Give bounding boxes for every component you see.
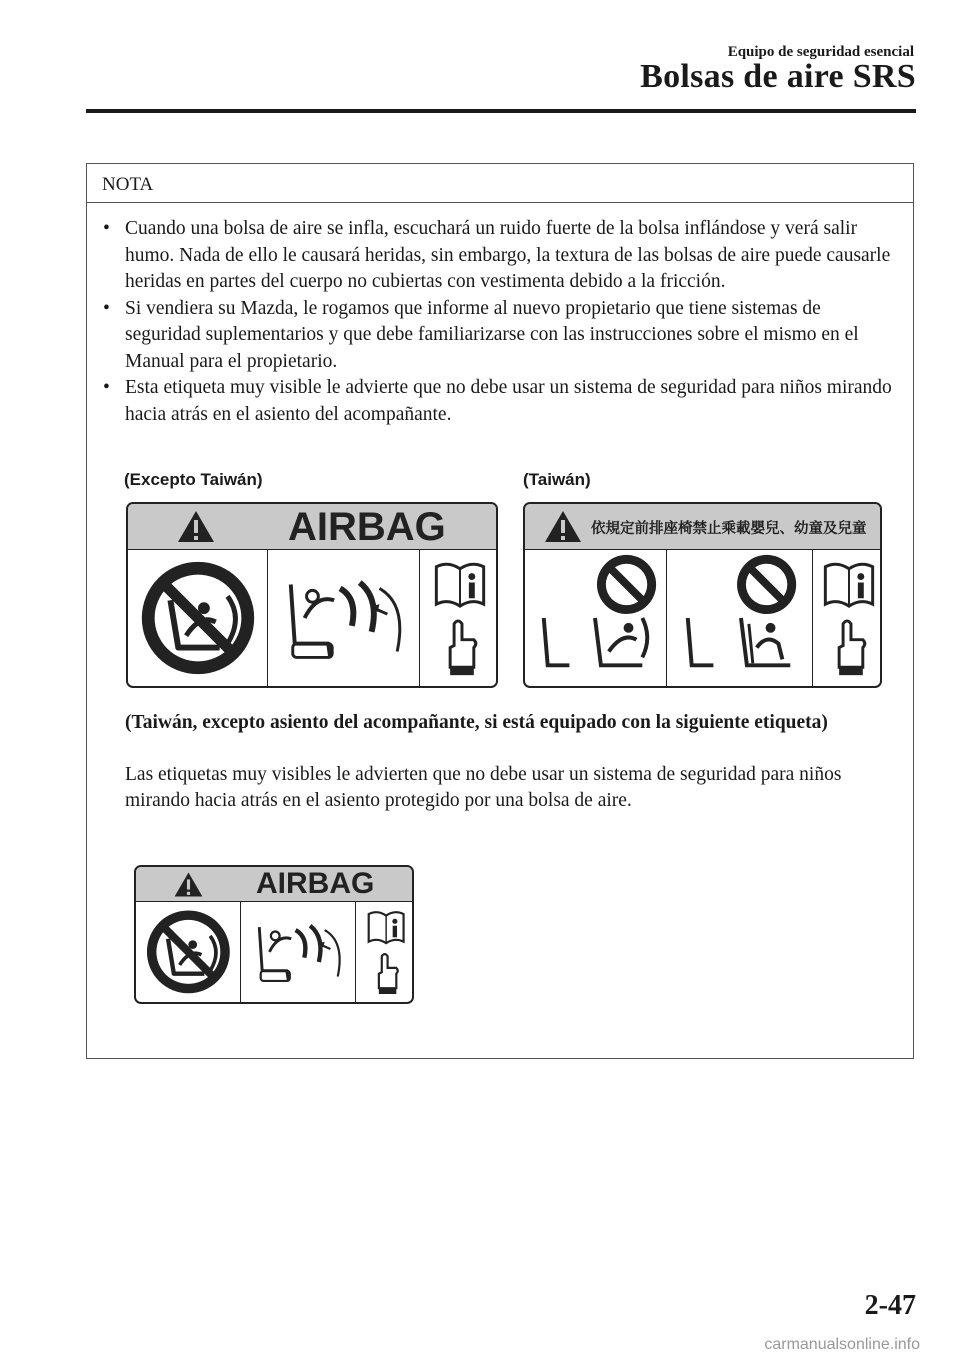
bullet-dot-icon: • bbox=[103, 377, 110, 398]
label-header-band bbox=[128, 504, 496, 550]
warning-triangle-icon bbox=[173, 871, 204, 898]
bullet-dot-icon: • bbox=[103, 218, 110, 239]
warning-triangle-icon bbox=[176, 509, 216, 544]
note-box bbox=[86, 163, 914, 1059]
read-manual-cell bbox=[355, 901, 414, 1002]
label-taiwan-caption: (Taiwán) bbox=[523, 470, 591, 489]
warning-triangle-icon bbox=[543, 509, 583, 544]
no-child-in-front-seat-icon bbox=[525, 549, 666, 686]
no-rear-facing-child-seat-icon bbox=[128, 549, 267, 686]
read-manual-icon bbox=[813, 549, 882, 686]
bullet-item: • Cuando una bolsa de aire se infla, escuchará un ruido fuerte de la bolsa inflándose y verá salir humo. Nada de ello le causará heridas, sin embargo, la textura de las bolsas de aire puede causarle heridas en partes del cuerpo no cubiertas con vestimenta debido a la fricción. bbox=[103, 218, 891, 292]
airbag-warning-label bbox=[126, 502, 498, 688]
note-bullets bbox=[101, 216, 901, 428]
taiwan-warning-label bbox=[523, 502, 882, 688]
airbag-text: AIRBAG bbox=[256, 867, 375, 900]
prohibited-rear-facing-seat-cell bbox=[128, 549, 267, 686]
bullet-item: • Esta etiqueta muy visible le advierte que no debe usar un sistema de seguridad para niños mirando hacia atrás en el asiento del acompañante. bbox=[103, 377, 892, 425]
read-manual-icon bbox=[356, 901, 414, 1002]
read-manual-cell bbox=[419, 549, 498, 686]
airbag-deploy-cell bbox=[240, 901, 356, 1002]
no-child-seat-cell-1 bbox=[525, 549, 666, 686]
read-manual-icon bbox=[420, 549, 498, 686]
airbag-deploying-seat-icon bbox=[241, 901, 356, 1002]
header-rule bbox=[86, 109, 916, 113]
page-title: Bolsas de aire SRS bbox=[640, 58, 916, 95]
no-forward-child-seat-icon bbox=[667, 549, 813, 686]
airbag-deploy-cell bbox=[267, 549, 420, 686]
prohibited-rear-facing-seat-cell bbox=[136, 901, 240, 1002]
label-except-taiwan-caption: (Excepto Taiwán) bbox=[124, 470, 263, 489]
label-header-band bbox=[136, 867, 412, 902]
airbag-deploying-seat-icon bbox=[268, 549, 420, 686]
taiwan-section-heading: (Taiwán, excepto asiento del acompañante, si está equipado con la siguiente etiqueta) bbox=[125, 712, 828, 733]
bullet-dot-icon: • bbox=[103, 297, 110, 319]
no-rear-facing-child-seat-icon bbox=[136, 901, 240, 1002]
airbag-text: AIRBAG bbox=[288, 505, 446, 549]
airbag-warning-label-small bbox=[134, 865, 414, 1004]
read-manual-cell bbox=[812, 549, 882, 686]
note-divider bbox=[87, 202, 913, 203]
no-child-seat-cell-2 bbox=[666, 549, 813, 686]
watermark: carmanualsonline.info bbox=[764, 1336, 920, 1353]
taiwan-warning-text: 依規定前排座椅禁止乘載嬰兒、幼童及兒童 bbox=[591, 521, 867, 537]
bullet-item: • Si vendiera su Mazda, le rogamos que informe al nuevo propietario que tiene sistemas de seguridad suplementarios y que debe familiarizarse con las instrucciones sobre el mismo en el Manual para el propietario. bbox=[103, 297, 859, 372]
page-number: 2-47 bbox=[864, 1290, 916, 1321]
label-header-band bbox=[525, 504, 880, 550]
note-title: NOTA bbox=[102, 174, 154, 195]
taiwan-section-paragraph: Las etiquetas muy visibles le advierten que no debe usar un sistema de seguridad para niños mirando hacia atrás en el asiento protegido por una bolsa de aire. bbox=[125, 764, 842, 811]
section-subtitle: Equipo de seguridad esencial bbox=[727, 44, 914, 60]
